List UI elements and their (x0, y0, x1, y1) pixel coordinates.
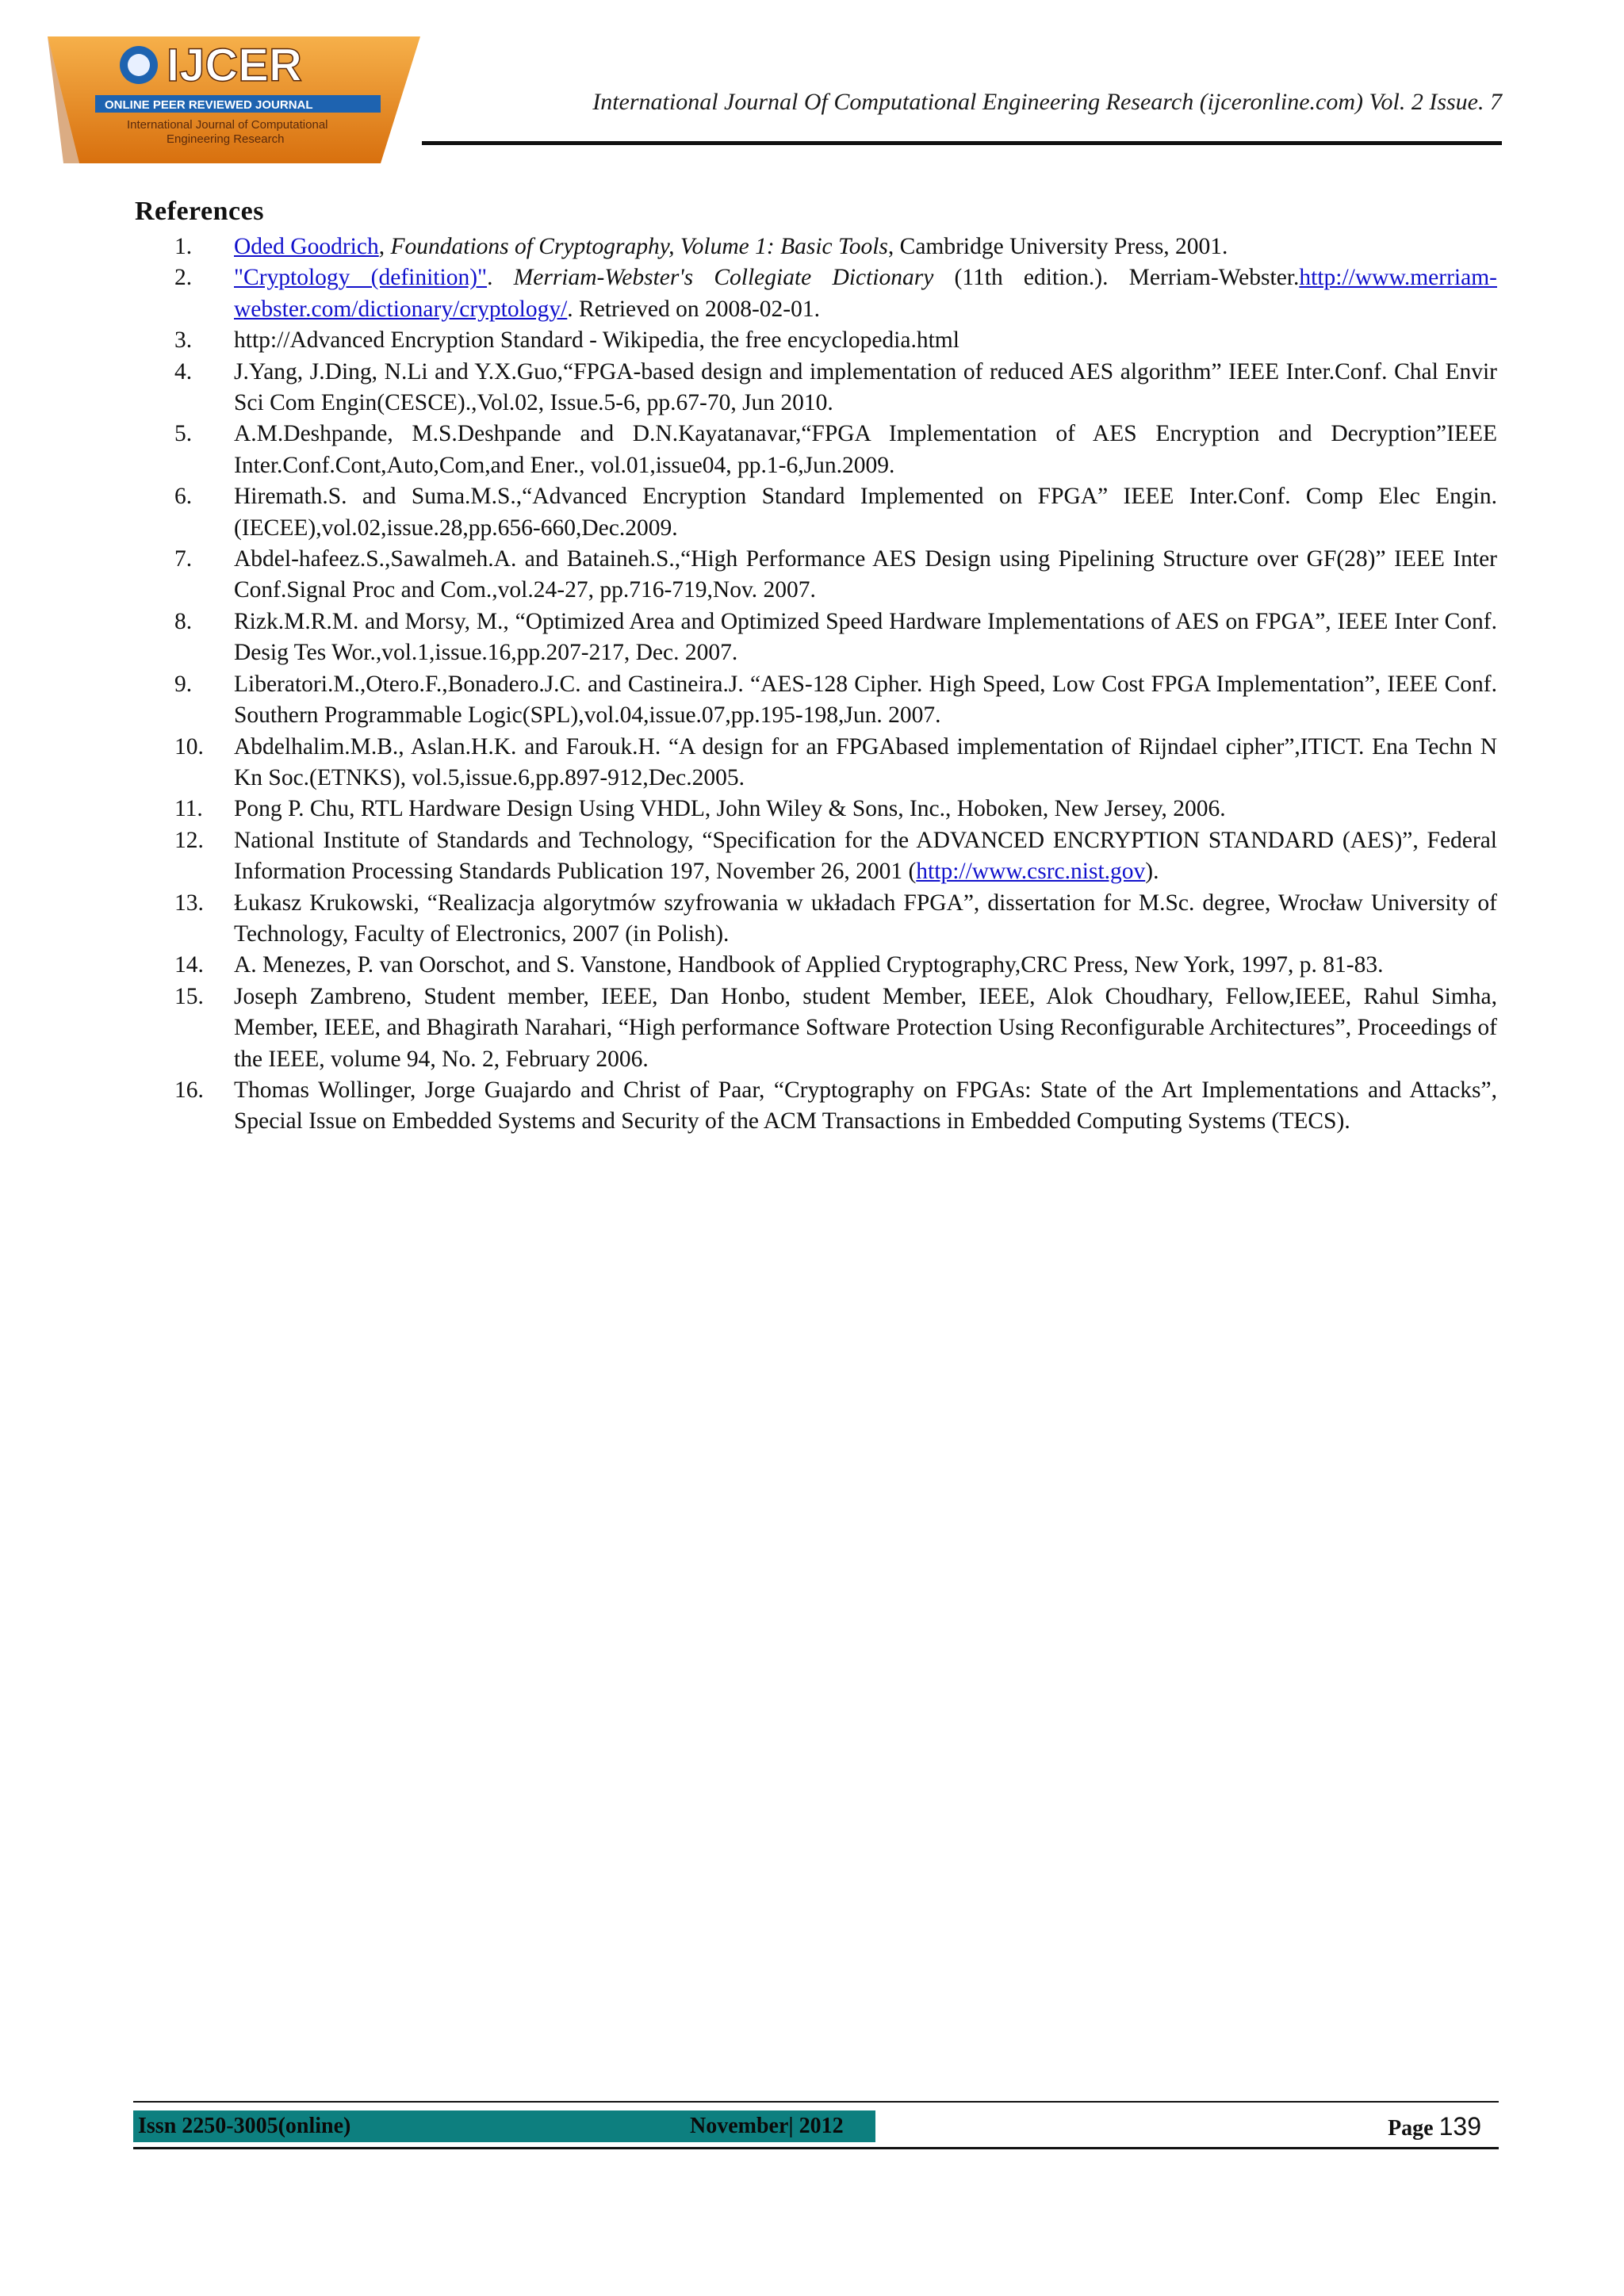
reference-number: 7. (174, 546, 193, 572)
reference-text: Łukasz Krukowski, “Realizacja algorytmów szyfrowania w układach FPGA”, dissertation for M.Sc. degree, Wrocław University of Technology, Faculty of Electronics, 2007 (in Polish). (234, 890, 1497, 947)
reference-link[interactable]: http://www.merriam-webster.com/dictionary/cryptology/ (234, 265, 1497, 322)
reference-item (174, 232, 1497, 262)
svg-text:International Journal of Compu: International Journal of Computational (127, 118, 328, 132)
header-rule (422, 141, 1502, 145)
svg-text:ONLINE PEER REVIEWED JOURNAL: ONLINE PEER REVIEWED JOURNAL (105, 98, 313, 112)
reference-link[interactable]: Oded Goodrich (234, 234, 379, 259)
footer-issn: Issn 2250-3005(online) (138, 2114, 351, 2138)
reference-text: A.M.Deshpande, M.S.Deshpande and D.N.Kayatanavar,“FPGA Implementation of AES Encryption and Decryption”IEEE Inter.Conf.Cont,Auto,Com,and Ener., vol.01,issue04, pp.1-6,Jun.2009. (234, 421, 1497, 478)
reference-number: 8. (174, 608, 193, 634)
reference-text: Thomas Wollinger, Jorge Guajardo and Christ of Paar, “Cryptography on FPGAs: State of the Art Implementations and Attacks”, Special Issue on Embedded Systems and Security of the ACM Transactions in Embedded Computing Systems (TECS). (234, 1077, 1497, 1135)
reference-text: . Retrieved on 2008-02-01. (567, 296, 820, 322)
reference-item (174, 481, 1497, 544)
reference-number: 3. (174, 327, 193, 354)
reference-text: Hiremath.S. and Suma.M.S.,“Advanced Encryption Standard Implemented on FPGA” IEEE Inter.Conf. Comp Elec Engin.(IECEE),vol.02,issue.28,pp.656-660,Dec.2009. (234, 484, 1497, 541)
reference-item (174, 794, 1497, 825)
reference-item (174, 262, 1497, 325)
reference-item (174, 669, 1497, 732)
reference-link[interactable]: http://www.csrc.nist.gov (916, 859, 1146, 885)
reference-text: . (487, 265, 514, 291)
reference-number: 2. (174, 265, 193, 291)
reference-item (174, 357, 1497, 419)
reference-number: 12. (174, 827, 204, 853)
reference-item (174, 1075, 1497, 1138)
reference-number: 6. (174, 484, 193, 510)
reference-item (174, 607, 1497, 669)
reference-text: National Institute of Standards and Technology, “Specification for the ADVANCED ENCRYPTION STANDARD (AES)”, Federal Information Processing Standards Publication 197, November 26, 2001 ( (234, 827, 1497, 885)
reference-item (174, 825, 1497, 888)
reference-title: Merriam-Webster's Collegiate Dictionary (513, 265, 934, 291)
reference-number: 5. (174, 421, 193, 447)
reference-text: , Cambridge University Press, 2001. (887, 234, 1228, 259)
reference-item (174, 325, 1497, 356)
reference-text: Joseph Zambreno, Student member, IEEE, Dan Honbo, student Member, IEEE, Alok Choudhary, Fellow,IEEE, Rahul Simha, Member, IEEE, and Bhagirath Narahari, “High performance Software Protection Using Reconfigurable Architectures”, Proceedings of the IEEE, volume 94, No. 2, February 2006. (234, 983, 1497, 1072)
references-list (174, 232, 1497, 1138)
reference-number: 9. (174, 671, 193, 697)
reference-item (174, 544, 1497, 607)
reference-number: 4. (174, 358, 193, 385)
reference-number: 13. (174, 890, 204, 916)
references-heading: References (135, 197, 264, 226)
footer-page (1388, 2112, 1481, 2141)
reference-item (174, 419, 1497, 481)
reference-text: http://Advanced Encryption Standard - Wikipedia, the free encyclopedia.html (234, 327, 959, 354)
footer-page-label: Page (1388, 2116, 1434, 2141)
journal-header-title: International Journal Of Computational Engineering Research (ijceronline.com) Vol. 2 Issue. 7 (592, 89, 1502, 115)
reference-title: Foundations of Cryptography, Volume 1: Basic Tools (390, 234, 888, 259)
page-number: 139 (1438, 2112, 1481, 2141)
reference-text: J.Yang, J.Ding, N.Li and Y.X.Guo,“FPGA-based design and implementation of reduced AES algorithm” IEEE Inter.Conf. Chal Envir Sci Com Engin(CESCE).,Vol.02, Issue.5-6, pp.67-70, Jun 2010. (234, 358, 1497, 416)
reference-text: , (378, 234, 391, 259)
reference-item (174, 732, 1497, 794)
reference-text: (11th edition.). Merriam-Webster. (933, 265, 1300, 291)
reference-item (174, 982, 1497, 1075)
reference-number: 14. (174, 952, 204, 978)
reference-number: 1. (174, 234, 193, 259)
reference-text: A. Menezes, P. van Oorschot, and S. Vanstone, Handbook of Applied Cryptography,CRC Press, New York, 1997, p. 81-83. (234, 952, 1384, 978)
svg-text:IJCER: IJCER (167, 40, 302, 91)
reference-text: Abdel-hafeez.S.,Sawalmeh.A. and Bataineh.S.,“High Performance AES Design using Pipelining Structure over GF(28)” IEEE Inter Conf.Signal Proc and Com.,vol.24-27, pp.716-719,Nov. 2007. (234, 546, 1497, 603)
journal-logo (48, 35, 420, 163)
reference-number: 15. (174, 983, 204, 1009)
reference-text: Liberatori.M.,Otero.F.,Bonadero.J.C. and Castineira.J. “AES-128 Cipher. High Speed, Low Cost FPGA Implementation”, IEEE Conf. Southern Programmable Logic(SPL),vol.04,issue.07,pp.195-198,Jun. 2007. (234, 671, 1497, 729)
reference-text: ). (1145, 859, 1159, 885)
footer-rule-bottom (133, 2147, 1499, 2149)
reference-item (174, 888, 1497, 951)
footer-rule-top (133, 2101, 1499, 2103)
reference-text: Rizk.M.R.M. and Morsy, M., “Optimized Area and Optimized Speed Hardware Implementations of AES on FPGA”, IEEE Inter Conf. Desig Tes Wor.,vol.1,issue.16,pp.207-217, Dec. 2007. (234, 608, 1497, 666)
reference-text: Abdelhalim.M.B., Aslan.H.K. and Farouk.H. “A design for an FPGAbased implementation of Rijndael cipher”,ITICT. Ena Techn N Kn Soc.(ETNKS), vol.5,issue.6,pp.897-912,Dec.2005. (234, 733, 1497, 790)
reference-item (174, 950, 1497, 981)
svg-text:Engineering Research: Engineering Research (167, 132, 285, 146)
reference-number: 11. (174, 796, 203, 822)
reference-number: 10. (174, 733, 204, 760)
footer-date: November| 2012 (690, 2114, 844, 2138)
reference-text: Pong P. Chu, RTL Hardware Design Using VHDL, John Wiley & Sons, Inc., Hoboken, New Jersey, 2006. (234, 796, 1226, 822)
reference-link[interactable]: "Cryptology (definition)" (234, 265, 488, 291)
reference-number: 16. (174, 1077, 204, 1103)
